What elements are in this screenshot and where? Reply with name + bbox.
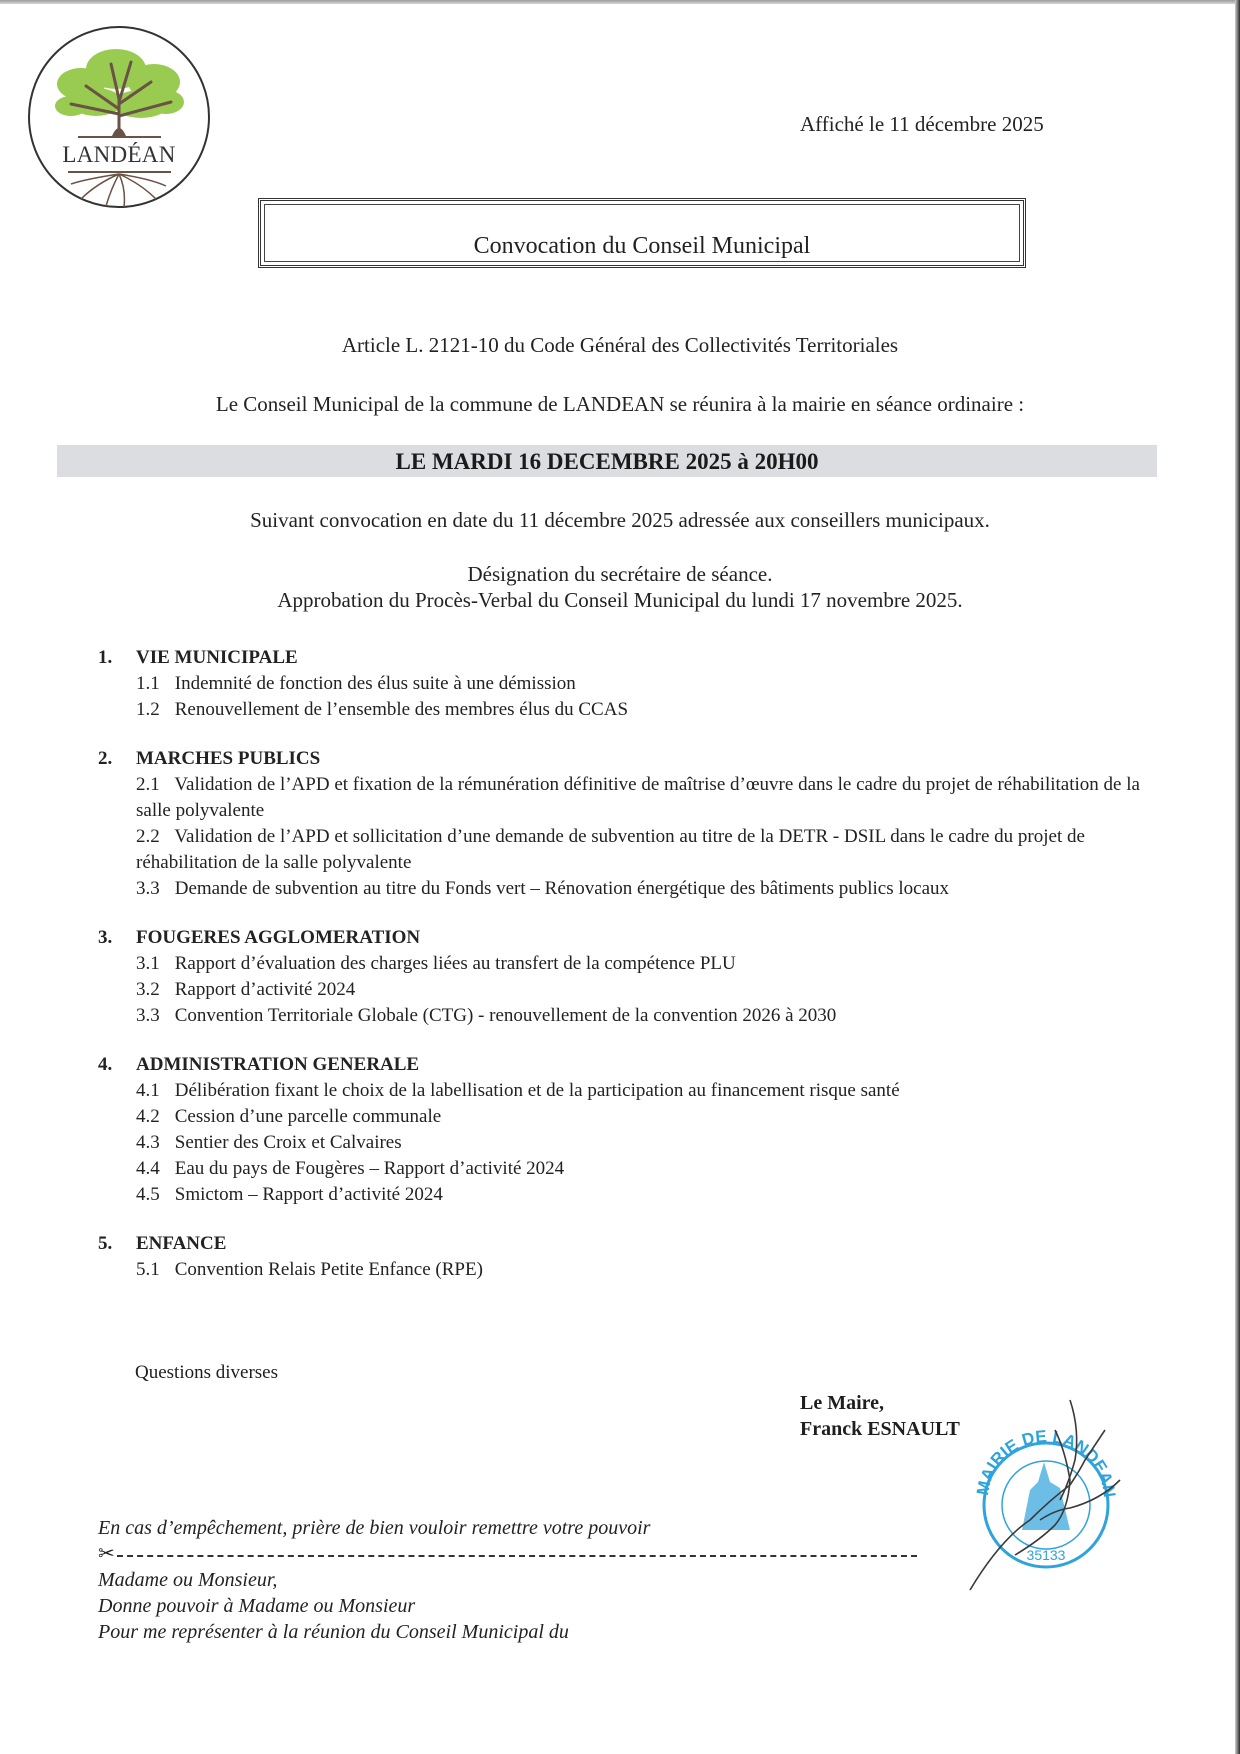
item-number: 1.1 bbox=[136, 673, 160, 694]
proxy-line-1: Madame ou Monsieur, bbox=[98, 1569, 278, 1591]
section-title: ENFANCE bbox=[136, 1233, 227, 1254]
agenda-item bbox=[98, 977, 1158, 1003]
title-box bbox=[258, 198, 1026, 268]
agenda-item bbox=[98, 671, 1158, 697]
section-title: FOUGERES AGGLOMERATION bbox=[136, 927, 421, 948]
agenda-item bbox=[98, 1104, 1158, 1130]
agenda-section-heading bbox=[98, 746, 1158, 772]
item-text: Validation de l’APD et fixation de la rémunération définitive de maîtrise d’œuvre dans le cadre du projet de réhabilitation de la salle polyvalente bbox=[136, 774, 1140, 821]
agenda-section-heading bbox=[98, 925, 1158, 951]
tree-logo-icon bbox=[26, 24, 212, 210]
item-text: Délibération fixant le choix de la labellisation et de la participation au financement risque santé bbox=[174, 1080, 900, 1101]
item-number: 3.1 bbox=[136, 953, 160, 974]
meeting-announcement: Le Conseil Municipal de la commune de LANDEAN se réunira à la mairie en séance ordinaire : bbox=[215, 392, 1025, 416]
signature-block bbox=[800, 1390, 960, 1442]
item-number: 4.2 bbox=[136, 1106, 160, 1127]
item-number: 3.2 bbox=[136, 979, 160, 1000]
item-text: Smictom – Rapport d’activité 2024 bbox=[174, 1184, 443, 1205]
agenda-section-heading bbox=[98, 1231, 1158, 1257]
item-number: 2.1 bbox=[136, 774, 160, 795]
proxy-form bbox=[98, 1515, 917, 1645]
item-number: 2.2 bbox=[136, 826, 160, 847]
section-title: VIE MUNICIPALE bbox=[136, 647, 298, 668]
agenda-item bbox=[98, 1257, 1158, 1283]
agenda-item bbox=[98, 697, 1158, 723]
stamp-code: 35133 bbox=[1026, 1547, 1066, 1563]
stamp-text: MAIRIE DE LANDEAN bbox=[972, 1426, 1120, 1499]
cut-line bbox=[98, 1541, 917, 1567]
proxy-line-2: Donne pouvoir à Madame ou Monsieur bbox=[98, 1595, 416, 1617]
item-number: 4.5 bbox=[136, 1184, 160, 1205]
section-title: MARCHES PUBLICS bbox=[136, 748, 321, 769]
scan-top-edge bbox=[0, 0, 1240, 4]
agenda-section bbox=[98, 645, 1158, 723]
item-text: Eau du pays de Fougères – Rapport d’activité 2024 bbox=[174, 1158, 565, 1179]
agenda-section-heading bbox=[98, 1052, 1158, 1078]
proxy-notice: En cas d’empêchement, prière de bien vouloir remettre votre pouvoir bbox=[98, 1517, 651, 1539]
item-text: Indemnité de fonction des élus suite à une démission bbox=[174, 673, 576, 694]
scissors-icon: ✂ bbox=[98, 1543, 115, 1565]
town-hall-stamp bbox=[960, 1390, 1130, 1600]
convocation-note: Suivant convocation en date du 11 décembre 2025 adressée aux conseillers municipaux. bbox=[250, 508, 990, 532]
agenda-item bbox=[98, 1182, 1158, 1208]
minutes-approval: Approbation du Procès-Verbal du Conseil Municipal du lundi 17 novembre 2025. bbox=[277, 588, 963, 612]
section-number: 2. bbox=[98, 748, 113, 769]
agenda-section bbox=[98, 1231, 1158, 1283]
item-number: 4.4 bbox=[136, 1158, 160, 1179]
landean-logo bbox=[26, 24, 212, 210]
item-number: 5.1 bbox=[136, 1259, 160, 1280]
item-text: Cession d’une parcelle communale bbox=[174, 1106, 442, 1127]
section-number: 3. bbox=[98, 927, 113, 948]
item-number: 3.3 bbox=[136, 1005, 160, 1026]
agenda-item bbox=[98, 951, 1158, 977]
legal-reference: Article L. 2121-10 du Code Général des Collectivités Territoriales bbox=[341, 333, 899, 357]
stamp-signature-icon bbox=[960, 1390, 1130, 1600]
agenda-item bbox=[98, 1003, 1158, 1029]
agenda-item bbox=[98, 876, 1158, 902]
agenda-section bbox=[98, 925, 1158, 1029]
agenda-item bbox=[98, 1078, 1158, 1104]
item-text: Demande de subvention au titre du Fonds vert – Rénovation énergétique des bâtiments publics locaux bbox=[174, 878, 949, 899]
proxy-line-3: Pour me représenter à la réunion du Conseil Municipal du bbox=[98, 1621, 569, 1643]
scan-right-edge bbox=[1235, 0, 1240, 1754]
agenda-item bbox=[98, 824, 1158, 876]
agenda-item bbox=[98, 1130, 1158, 1156]
section-title: ADMINISTRATION GENERALE bbox=[136, 1054, 420, 1075]
item-text: Rapport d’activité 2024 bbox=[174, 979, 356, 1000]
logo-text: LANDÉAN bbox=[62, 142, 176, 167]
item-text: Sentier des Croix et Calvaires bbox=[174, 1132, 402, 1153]
agenda-item bbox=[98, 772, 1158, 824]
meeting-date: LE MARDI 16 DECEMBRE 2025 à 20H00 bbox=[395, 449, 819, 474]
item-number: 1.2 bbox=[136, 699, 160, 720]
mayor-name: Franck ESNAULT bbox=[800, 1418, 960, 1440]
posted-date: Affiché le 11 décembre 2025 bbox=[800, 112, 1044, 136]
section-number: 5. bbox=[98, 1233, 113, 1254]
item-number: 3.3 bbox=[136, 878, 160, 899]
secretary-designation: Désignation du secrétaire de séance. bbox=[467, 562, 773, 586]
item-text: Validation de l’APD et sollicitation d’une demande de subvention au titre de la DETR - DSIL dans le cadre du projet de réhabilitation de la salle polyvalente bbox=[136, 826, 1085, 873]
section-number: 4. bbox=[98, 1054, 113, 1075]
agenda-section bbox=[98, 1052, 1158, 1208]
item-number: 4.3 bbox=[136, 1132, 160, 1153]
meeting-date-banner bbox=[57, 445, 1157, 477]
item-number: 4.1 bbox=[136, 1080, 160, 1101]
item-text: Renouvellement de l’ensemble des membres élus du CCAS bbox=[174, 699, 629, 720]
mayor-role: Le Maire, bbox=[800, 1392, 885, 1414]
document-title: Convocation du Conseil Municipal bbox=[473, 233, 811, 259]
item-text: Convention Territoriale Globale (CTG) - renouvellement de la convention 2026 à 2030 bbox=[174, 1005, 837, 1026]
section-number: 1. bbox=[98, 647, 113, 668]
item-text: Rapport d’évaluation des charges liées au transfert de la compétence PLU bbox=[174, 953, 736, 974]
item-text: Convention Relais Petite Enfance (RPE) bbox=[174, 1259, 483, 1280]
agenda-list bbox=[98, 645, 1158, 1306]
agenda-item bbox=[98, 1156, 1158, 1182]
misc-questions: Questions diverses bbox=[135, 1362, 279, 1383]
dashed-cut-line bbox=[117, 1555, 917, 1557]
agenda-section bbox=[98, 746, 1158, 902]
agenda-section-heading bbox=[98, 645, 1158, 671]
